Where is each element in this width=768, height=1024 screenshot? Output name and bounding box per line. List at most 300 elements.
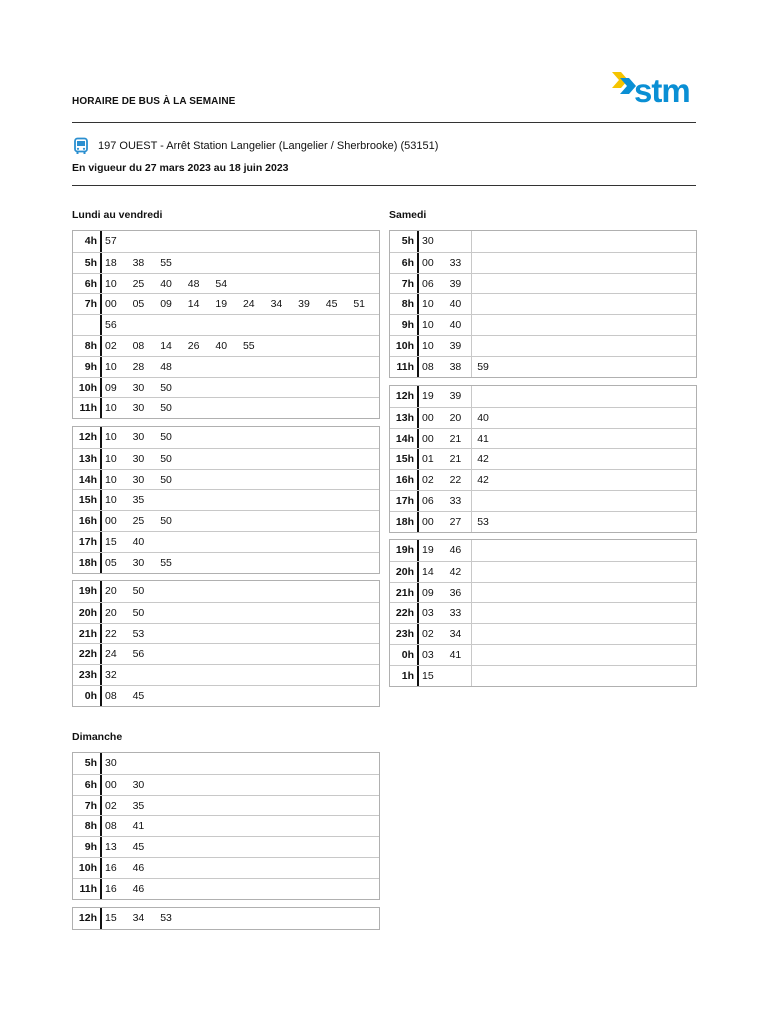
departure-minute: 40 bbox=[132, 535, 145, 548]
schedule-row bbox=[73, 448, 379, 469]
departure-minute: 19 bbox=[422, 390, 434, 402]
departure-minute: 34 bbox=[132, 912, 145, 924]
departure-minute: 20 bbox=[105, 606, 117, 619]
hour-label: 23h bbox=[73, 665, 102, 685]
departure-minute: 40 bbox=[160, 277, 172, 290]
departure-minute: 10 bbox=[105, 402, 117, 415]
schedule-row bbox=[73, 469, 379, 490]
column-divider bbox=[471, 540, 472, 686]
departure-minute: 33 bbox=[449, 494, 462, 507]
hour-label: 12h bbox=[390, 386, 419, 407]
departure-minutes bbox=[105, 816, 160, 836]
stm-logo bbox=[612, 70, 696, 114]
departure-minute: 30 bbox=[132, 556, 145, 569]
departure-minute: 50 bbox=[160, 402, 172, 415]
schedule-row bbox=[73, 552, 379, 573]
departure-minute: 20 bbox=[105, 585, 117, 597]
departure-minute: 24 bbox=[242, 298, 255, 311]
departure-minutes bbox=[422, 357, 505, 377]
hour-label: 19h bbox=[390, 540, 419, 561]
departure-minute: 15 bbox=[422, 669, 434, 682]
departure-minute: 51 bbox=[353, 298, 366, 311]
departure-minutes bbox=[105, 553, 188, 573]
departure-minutes bbox=[422, 231, 450, 252]
hour-label: 16h bbox=[390, 470, 419, 490]
hour-label: 8h bbox=[73, 336, 102, 356]
hour-label: 12h bbox=[73, 908, 102, 929]
schedule-row bbox=[390, 293, 696, 314]
departure-minute: 46 bbox=[132, 861, 145, 874]
page-header bbox=[72, 70, 696, 124]
departure-minute: 46 bbox=[449, 544, 462, 556]
departure-minute: 16 bbox=[105, 861, 117, 874]
route-info bbox=[72, 137, 438, 155]
schedule-row bbox=[73, 231, 379, 252]
departure-minute: 14 bbox=[160, 339, 172, 352]
schedule-row bbox=[390, 314, 696, 335]
departure-minute: 00 bbox=[105, 298, 117, 311]
departure-minute: 22 bbox=[449, 474, 462, 487]
departure-minutes bbox=[105, 581, 160, 602]
schedule-row bbox=[390, 252, 696, 273]
departure-minute: 30 bbox=[132, 402, 145, 415]
departure-minute: 14 bbox=[422, 565, 434, 578]
departure-minute: 02 bbox=[105, 339, 117, 352]
departure-minutes bbox=[422, 429, 505, 449]
schedule-row bbox=[390, 665, 696, 686]
departure-minutes bbox=[105, 753, 133, 774]
column-divider bbox=[471, 386, 472, 532]
schedule-row bbox=[73, 510, 379, 531]
departure-minute: 02 bbox=[422, 474, 434, 487]
departure-minutes bbox=[422, 274, 477, 294]
departure-minute: 16 bbox=[105, 882, 117, 895]
route-divider bbox=[72, 185, 696, 186]
schedule-row bbox=[390, 582, 696, 603]
departure-minute: 45 bbox=[325, 298, 338, 311]
departure-minute: 10 bbox=[105, 473, 117, 486]
departure-minute: 30 bbox=[132, 431, 145, 443]
departure-minute: 48 bbox=[160, 360, 172, 373]
hour-label: 13h bbox=[390, 408, 419, 428]
weekday-block bbox=[72, 230, 380, 419]
departure-minute: 05 bbox=[105, 556, 117, 569]
departure-minute: 41 bbox=[132, 820, 145, 833]
hour-label: 15h bbox=[390, 449, 419, 469]
departure-minute: 40 bbox=[477, 411, 489, 424]
schedule-row bbox=[390, 428, 696, 449]
departure-minute: 50 bbox=[160, 381, 172, 394]
hour-label: 18h bbox=[73, 553, 102, 573]
schedule-row bbox=[73, 908, 379, 929]
hour-label: 6h bbox=[390, 253, 419, 273]
schedule-row bbox=[73, 489, 379, 510]
weekday-block bbox=[72, 580, 380, 707]
hour-label: 0h bbox=[73, 686, 102, 706]
hour-label: 17h bbox=[73, 532, 102, 552]
schedule-row bbox=[73, 377, 379, 398]
departure-minutes bbox=[105, 294, 381, 314]
departure-minutes bbox=[105, 315, 133, 335]
departure-minute: 40 bbox=[449, 298, 462, 311]
departure-minute: 10 bbox=[105, 494, 117, 507]
departure-minute: 22 bbox=[105, 627, 117, 640]
departure-minute: 57 bbox=[105, 235, 117, 247]
departure-minutes bbox=[422, 470, 505, 490]
departure-minute: 10 bbox=[105, 360, 117, 373]
hour-label: 11h bbox=[73, 398, 102, 418]
departure-minute: 32 bbox=[105, 669, 117, 682]
departure-minute: 14 bbox=[187, 298, 200, 311]
departure-minute: 09 bbox=[160, 298, 172, 311]
schedule-row bbox=[390, 644, 696, 665]
departure-minute: 30 bbox=[132, 778, 145, 791]
schedule-row bbox=[73, 685, 379, 706]
hour-label: 6h bbox=[73, 274, 102, 294]
departure-minutes bbox=[422, 512, 505, 532]
departure-minute: 08 bbox=[422, 360, 434, 373]
hour-label: 10h bbox=[390, 336, 419, 356]
departure-minute: 56 bbox=[132, 648, 145, 661]
schedule-row bbox=[73, 795, 379, 816]
sunday-block bbox=[72, 907, 380, 930]
departure-minute: 10 bbox=[105, 277, 117, 290]
departure-minutes bbox=[105, 644, 160, 664]
departure-minutes bbox=[422, 408, 505, 428]
departure-minute: 35 bbox=[132, 494, 145, 507]
departure-minute: 00 bbox=[422, 515, 434, 528]
schedule-row bbox=[73, 293, 379, 314]
departure-minutes bbox=[105, 665, 133, 685]
departure-minute: 03 bbox=[422, 648, 434, 661]
schedule-row bbox=[73, 531, 379, 552]
hour-label: 17h bbox=[390, 491, 419, 511]
departure-minute: 39 bbox=[449, 339, 462, 352]
schedule-row bbox=[73, 335, 379, 356]
departure-minutes bbox=[422, 336, 477, 356]
validity-period: En vigueur du 27 mars 2023 au 18 juin 2023 bbox=[72, 162, 289, 174]
departure-minutes bbox=[105, 908, 188, 929]
departure-minute: 39 bbox=[298, 298, 310, 311]
hour-label: 9h bbox=[73, 837, 102, 857]
schedule-row bbox=[390, 335, 696, 356]
hour-label: 14h bbox=[73, 470, 102, 490]
departure-minutes bbox=[422, 386, 477, 407]
departure-minutes bbox=[105, 378, 188, 398]
departure-minute: 08 bbox=[132, 339, 145, 352]
departure-minute: 38 bbox=[449, 360, 462, 373]
departure-minute: 10 bbox=[105, 452, 117, 465]
departure-minutes bbox=[105, 858, 160, 878]
departure-minute: 09 bbox=[105, 381, 117, 394]
sunday-title: Dimanche bbox=[72, 731, 123, 743]
departure-minute: 59 bbox=[477, 360, 489, 373]
departure-minute: 50 bbox=[160, 515, 172, 528]
departure-minutes bbox=[105, 427, 188, 448]
departure-minutes bbox=[105, 511, 188, 531]
hour-label: 7h bbox=[73, 796, 102, 816]
departure-minute: 50 bbox=[160, 431, 172, 443]
schedule-row bbox=[390, 231, 696, 252]
departure-minute: 42 bbox=[477, 453, 489, 466]
departure-minute: 01 bbox=[422, 453, 434, 466]
departure-minute: 30 bbox=[422, 235, 434, 247]
schedule-row bbox=[73, 314, 379, 335]
departure-minute: 15 bbox=[105, 912, 117, 924]
saturday-block bbox=[389, 230, 697, 378]
page-title: HORAIRE DE BUS À LA SEMAINE bbox=[72, 96, 236, 107]
hour-label: 23h bbox=[390, 624, 419, 644]
schedule-row bbox=[73, 581, 379, 602]
schedule-row bbox=[73, 643, 379, 664]
departure-minute: 36 bbox=[449, 586, 462, 599]
departure-minutes bbox=[105, 624, 160, 644]
departure-minute: 00 bbox=[105, 778, 117, 791]
schedule-row bbox=[390, 490, 696, 511]
departure-minute: 10 bbox=[422, 339, 434, 352]
departure-minutes bbox=[105, 274, 243, 294]
schedule-row bbox=[73, 427, 379, 448]
departure-minutes bbox=[105, 775, 160, 795]
hour-label: 21h bbox=[73, 624, 102, 644]
departure-minute: 21 bbox=[449, 432, 462, 445]
departure-minute: 00 bbox=[422, 256, 434, 269]
departure-minutes bbox=[105, 532, 160, 552]
departure-minute: 02 bbox=[422, 628, 434, 641]
departure-minutes bbox=[422, 253, 477, 273]
hour-label: 0h bbox=[390, 645, 419, 665]
hour-label: 1h bbox=[390, 666, 419, 686]
departure-minutes bbox=[105, 470, 188, 490]
departure-minute: 50 bbox=[160, 473, 172, 486]
hour-label: 18h bbox=[390, 512, 419, 532]
departure-minutes bbox=[105, 796, 160, 816]
schedule-row bbox=[73, 815, 379, 836]
hour-label: 5h bbox=[73, 753, 102, 774]
schedule-row bbox=[390, 511, 696, 532]
schedule-row bbox=[73, 836, 379, 857]
hour-label: 4h bbox=[73, 231, 102, 252]
schedule-row bbox=[73, 878, 379, 899]
departure-minute: 41 bbox=[449, 648, 462, 661]
hour-label: 9h bbox=[390, 315, 419, 335]
departure-minute: 55 bbox=[160, 556, 172, 569]
departure-minute: 24 bbox=[105, 648, 117, 661]
departure-minutes bbox=[422, 449, 505, 469]
departure-minute: 10 bbox=[422, 298, 434, 311]
departure-minute: 06 bbox=[422, 494, 434, 507]
schedule-row bbox=[390, 561, 696, 582]
departure-minute: 00 bbox=[422, 432, 434, 445]
hour-label: 20h bbox=[390, 562, 419, 582]
schedule-row bbox=[73, 397, 379, 418]
departure-minute: 34 bbox=[449, 628, 462, 641]
departure-minutes bbox=[105, 336, 271, 356]
departure-minutes bbox=[105, 357, 188, 377]
departure-minute: 09 bbox=[422, 586, 434, 599]
schedule-row bbox=[73, 753, 379, 774]
stm-logo-text: stm bbox=[634, 72, 690, 109]
departure-minute: 39 bbox=[449, 390, 462, 402]
departure-minute: 33 bbox=[449, 607, 462, 620]
departure-minute: 35 bbox=[132, 799, 145, 812]
saturday-block bbox=[389, 385, 697, 533]
schedule-row bbox=[390, 602, 696, 623]
header-divider bbox=[72, 122, 696, 123]
departure-minute: 39 bbox=[449, 277, 462, 290]
column-divider bbox=[471, 231, 472, 377]
departure-minute: 41 bbox=[477, 432, 489, 445]
departure-minute: 33 bbox=[449, 256, 462, 269]
schedule-row bbox=[390, 273, 696, 294]
departure-minutes bbox=[105, 231, 133, 252]
departure-minute: 10 bbox=[422, 319, 434, 332]
schedule-row bbox=[73, 273, 379, 294]
departure-minutes bbox=[105, 686, 160, 706]
departure-minutes bbox=[105, 879, 160, 899]
departure-minute: 40 bbox=[449, 319, 462, 332]
hour-label: 8h bbox=[390, 294, 419, 314]
departure-minute: 30 bbox=[132, 473, 145, 486]
departure-minute: 50 bbox=[132, 606, 145, 619]
departure-minute: 03 bbox=[422, 607, 434, 620]
hour-label: 19h bbox=[73, 581, 102, 602]
departure-minute: 30 bbox=[132, 452, 145, 465]
departure-minute: 27 bbox=[449, 515, 462, 528]
weekday-title: Lundi au vendredi bbox=[72, 209, 163, 221]
route-text: 197 OUEST - Arrêt Station Langelier (Langelier / Sherbrooke) (53151) bbox=[98, 140, 439, 152]
departure-minute: 53 bbox=[132, 627, 145, 640]
departure-minute: 48 bbox=[187, 277, 200, 290]
hour-label: 10h bbox=[73, 858, 102, 878]
hour-label: 7h bbox=[73, 294, 102, 314]
schedule-row bbox=[390, 469, 696, 490]
departure-minute: 00 bbox=[422, 411, 434, 424]
hour-label: 10h bbox=[73, 378, 102, 398]
departure-minute: 42 bbox=[449, 565, 462, 578]
departure-minute: 25 bbox=[132, 277, 145, 290]
departure-minutes bbox=[422, 624, 477, 644]
hour-label: 8h bbox=[73, 816, 102, 836]
departure-minute: 46 bbox=[132, 882, 145, 895]
departure-minute: 30 bbox=[132, 381, 145, 394]
departure-minute: 30 bbox=[105, 757, 117, 769]
schedule-row bbox=[390, 540, 696, 561]
hour-label: 13h bbox=[73, 449, 102, 469]
departure-minute: 40 bbox=[215, 339, 228, 352]
departure-minute: 55 bbox=[160, 256, 172, 269]
departure-minutes bbox=[422, 583, 477, 603]
departure-minute: 54 bbox=[215, 277, 228, 290]
departure-minute: 38 bbox=[132, 256, 145, 269]
departure-minute: 45 bbox=[132, 689, 145, 702]
departure-minute: 53 bbox=[160, 912, 172, 924]
departure-minutes bbox=[422, 645, 477, 665]
departure-minutes bbox=[105, 837, 160, 857]
departure-minutes bbox=[422, 562, 477, 582]
hour-label: 15h bbox=[73, 490, 102, 510]
hour-label: 22h bbox=[390, 603, 419, 623]
departure-minutes bbox=[105, 449, 188, 469]
departure-minute: 15 bbox=[105, 535, 117, 548]
hour-label: 9h bbox=[73, 357, 102, 377]
departure-minutes bbox=[422, 294, 477, 314]
departure-minutes bbox=[105, 253, 188, 273]
departure-minutes bbox=[422, 540, 477, 561]
departure-minutes bbox=[422, 666, 450, 686]
hour-label: 5h bbox=[390, 231, 419, 252]
departure-minutes bbox=[105, 490, 160, 510]
schedule-row bbox=[73, 664, 379, 685]
hour-label: 5h bbox=[73, 253, 102, 273]
departure-minute: 10 bbox=[105, 431, 117, 443]
hour-label: 21h bbox=[390, 583, 419, 603]
schedule-row bbox=[390, 623, 696, 644]
departure-minute: 13 bbox=[105, 841, 117, 854]
departure-minute: 45 bbox=[132, 841, 145, 854]
departure-minute: 08 bbox=[105, 689, 117, 702]
schedule-row bbox=[390, 386, 696, 407]
schedule-row bbox=[390, 448, 696, 469]
departure-minute: 21 bbox=[449, 453, 462, 466]
departure-minute: 02 bbox=[105, 799, 117, 812]
departure-minutes bbox=[422, 491, 477, 511]
schedule-row bbox=[73, 356, 379, 377]
departure-minutes bbox=[422, 603, 477, 623]
departure-minutes bbox=[105, 603, 160, 623]
departure-minute: 19 bbox=[422, 544, 434, 556]
weekday-block bbox=[72, 426, 380, 574]
schedule-row bbox=[73, 857, 379, 878]
schedule-row bbox=[390, 356, 696, 377]
departure-minute: 50 bbox=[160, 452, 172, 465]
hour-label: 14h bbox=[390, 429, 419, 449]
hour-label: 20h bbox=[73, 603, 102, 623]
schedule-row bbox=[73, 623, 379, 644]
departure-minute: 28 bbox=[132, 360, 145, 373]
departure-minute: 20 bbox=[449, 411, 462, 424]
schedule-row bbox=[73, 252, 379, 273]
departure-minute: 00 bbox=[105, 515, 117, 528]
hour-label bbox=[73, 315, 102, 335]
departure-minute: 53 bbox=[477, 515, 489, 528]
hour-label: 22h bbox=[73, 644, 102, 664]
departure-minute: 06 bbox=[422, 277, 434, 290]
hour-label: 12h bbox=[73, 427, 102, 448]
departure-minutes bbox=[422, 315, 477, 335]
departure-minute: 34 bbox=[270, 298, 283, 311]
departure-minute: 19 bbox=[215, 298, 228, 311]
departure-minute: 26 bbox=[187, 339, 200, 352]
sunday-block bbox=[72, 752, 380, 900]
bus-icon bbox=[72, 137, 90, 155]
departure-minute: 05 bbox=[132, 298, 145, 311]
departure-minute: 56 bbox=[105, 319, 117, 332]
departure-minute: 50 bbox=[132, 585, 145, 597]
hour-label: 11h bbox=[390, 357, 419, 377]
hour-label: 16h bbox=[73, 511, 102, 531]
departure-minute: 25 bbox=[132, 515, 145, 528]
departure-minute: 55 bbox=[242, 339, 255, 352]
saturday-block bbox=[389, 539, 697, 687]
hour-label: 11h bbox=[73, 879, 102, 899]
departure-minutes bbox=[105, 398, 188, 418]
schedule-row bbox=[390, 407, 696, 428]
schedule-row bbox=[73, 774, 379, 795]
departure-minute: 08 bbox=[105, 820, 117, 833]
saturday-title: Samedi bbox=[389, 209, 427, 221]
hour-label: 6h bbox=[73, 775, 102, 795]
